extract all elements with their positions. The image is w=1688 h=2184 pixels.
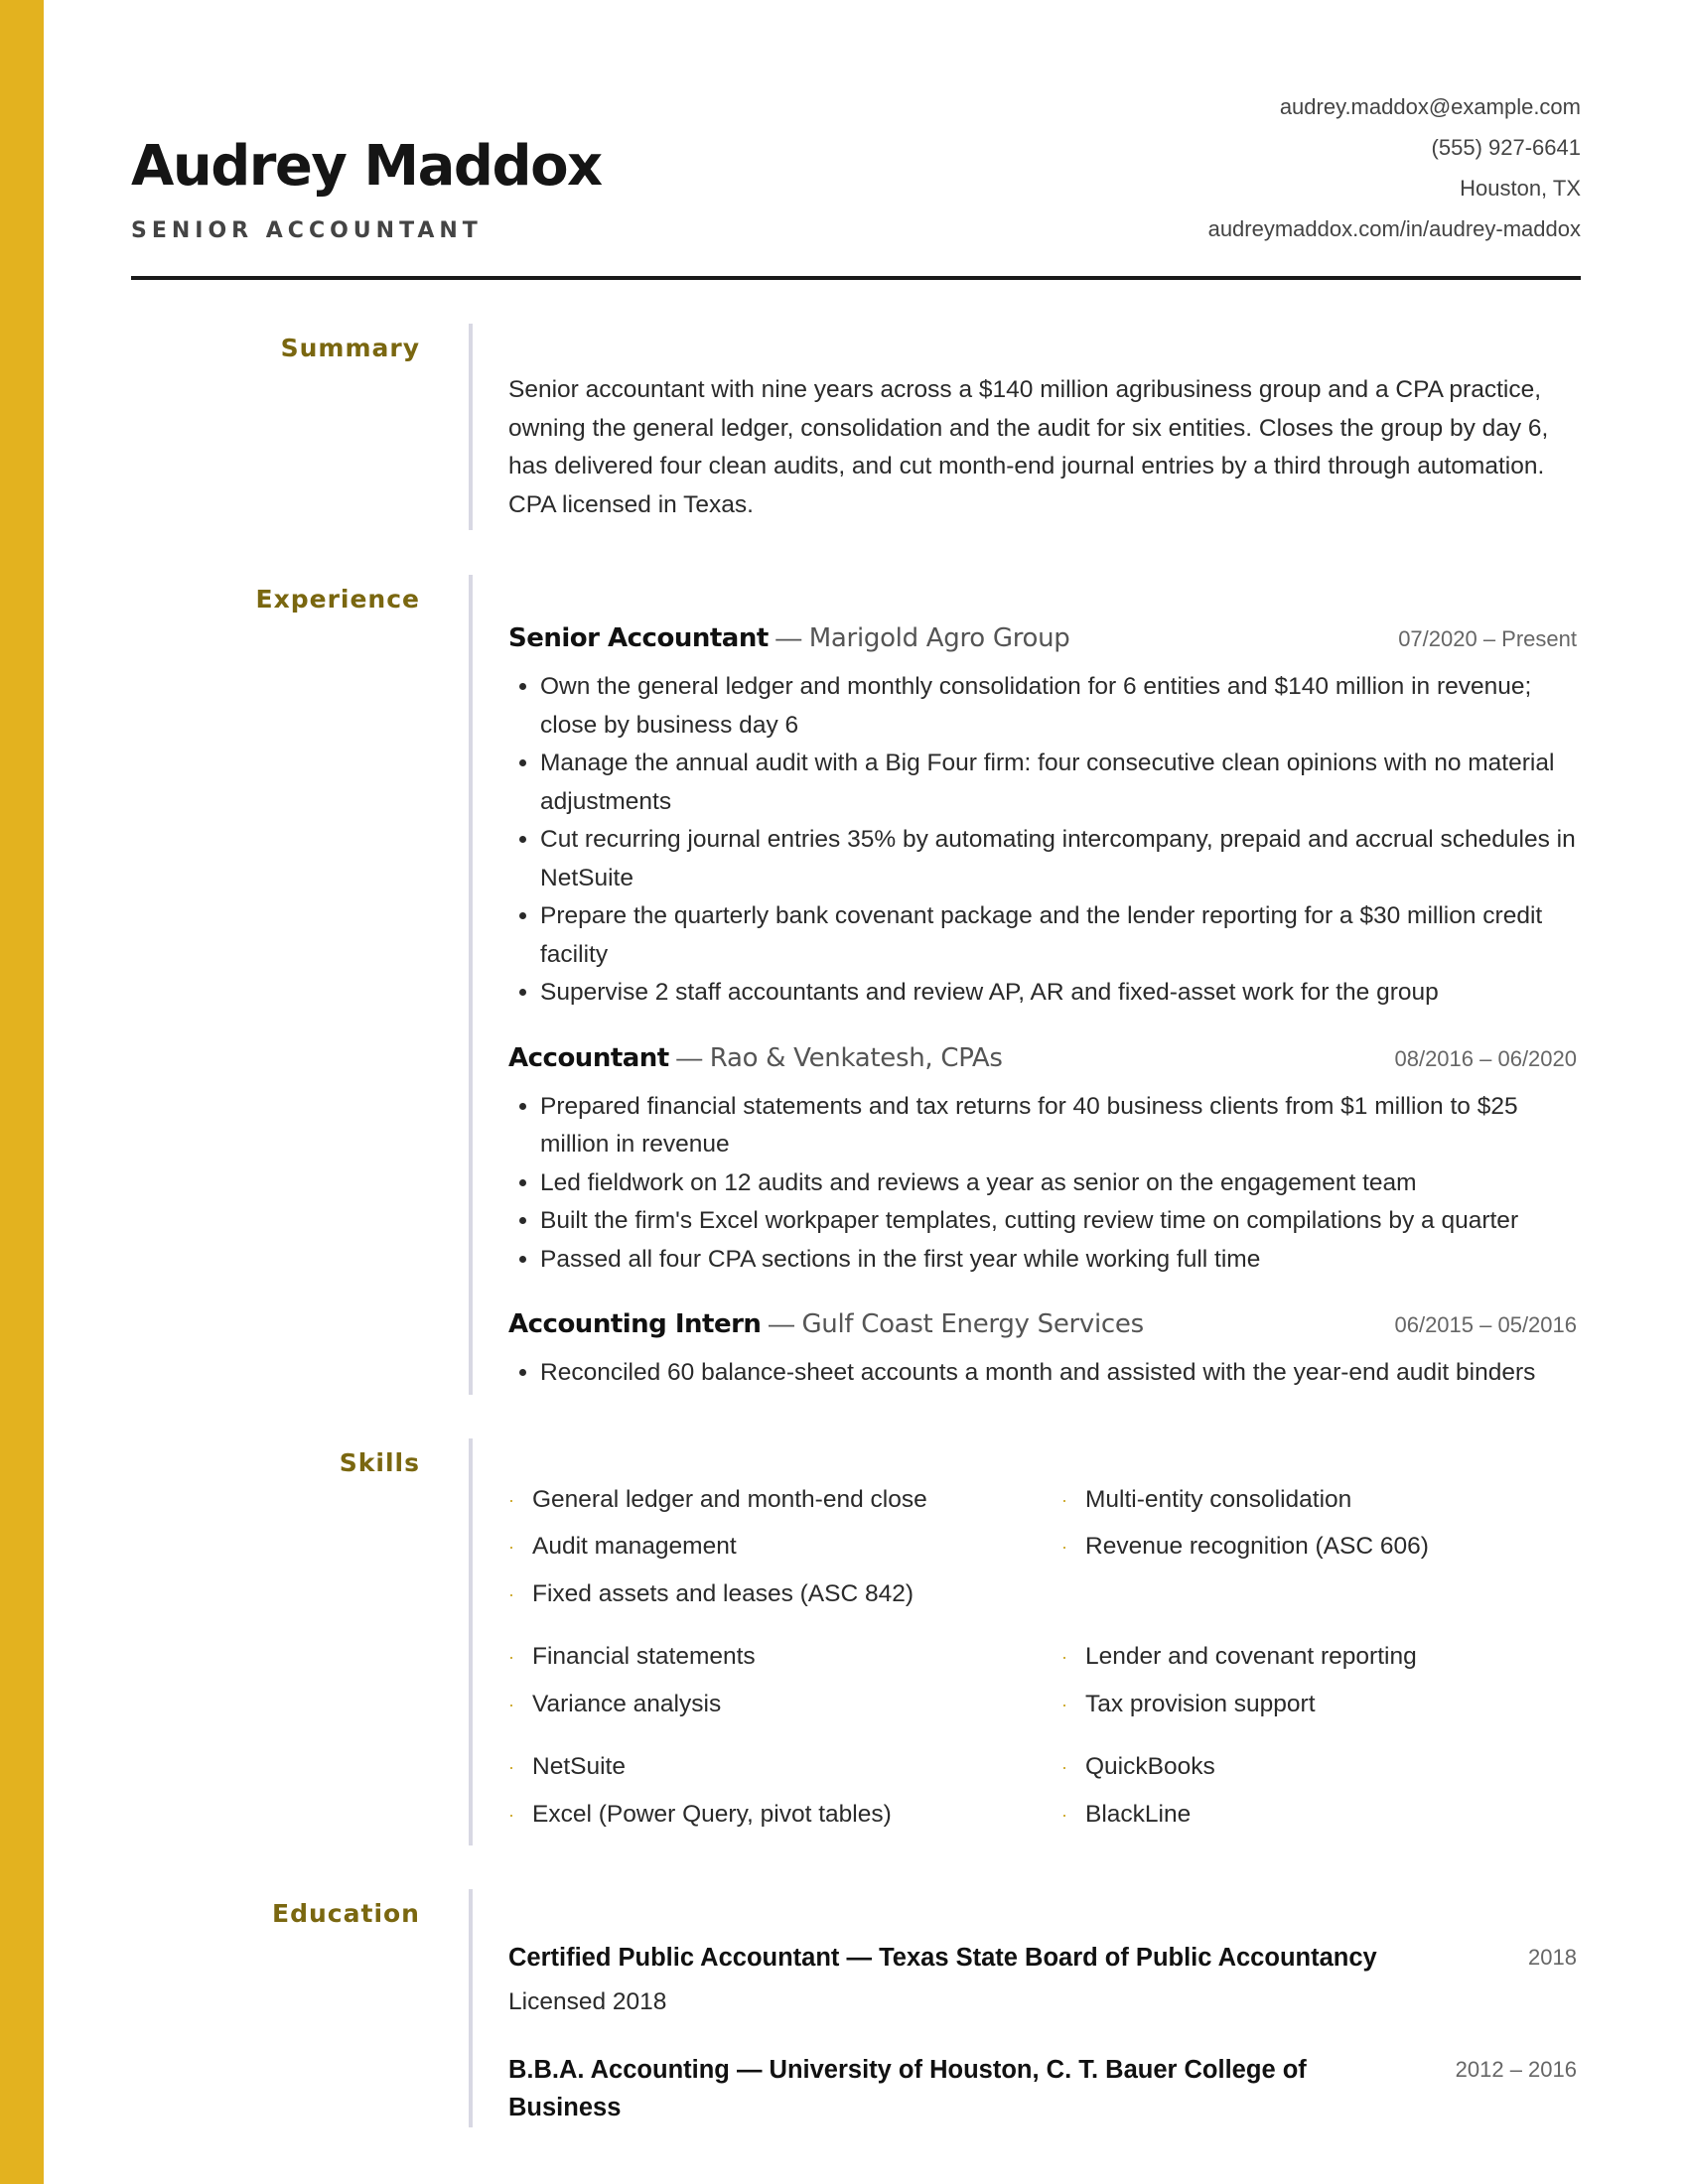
education-year: 2012 – 2016 bbox=[1455, 2056, 1577, 2082]
bullet-dot-icon: · bbox=[1061, 1647, 1067, 1667]
bullet-dot-icon: · bbox=[1061, 1694, 1067, 1714]
job-role-line bbox=[508, 1308, 1144, 1339]
job-bullets bbox=[508, 668, 1577, 1013]
education-header bbox=[508, 1939, 1577, 1978]
bullet-dot-icon: · bbox=[508, 1804, 514, 1825]
job-bullet: • Prepare the quarterly bank covenant package and the lender reporting for a $30 million credit facility bbox=[540, 897, 1577, 974]
skills-body bbox=[469, 1438, 1577, 1846]
summary-body bbox=[469, 324, 1577, 530]
skill-label: Revenue recognition (ASC 606) bbox=[1085, 1533, 1429, 1560]
skill-item bbox=[508, 1689, 1061, 1736]
job-separator: — bbox=[768, 1308, 794, 1338]
skill-item bbox=[1061, 1641, 1578, 1689]
job-role-line bbox=[508, 1042, 1003, 1073]
job-company: Marigold Agro Group bbox=[808, 623, 1070, 653]
section-heading-education: Education bbox=[272, 1899, 420, 1928]
skill-label: NetSuite bbox=[532, 1753, 626, 1780]
contact-website[interactable]: audreymaddox.com/in/audrey-maddox bbox=[1207, 216, 1581, 241]
contact-phone[interactable]: (555) 927-6641 bbox=[1431, 135, 1581, 160]
job-bullet: • Manage the annual audit with a Big Four firm: four consecutive clean opinions with no material adjustments bbox=[540, 745, 1577, 821]
resume-page bbox=[131, 0, 1581, 2127]
summary-section bbox=[131, 324, 1581, 530]
job-bullet: • Own the general ledger and monthly consolidation for 6 entities and $140 million in revenue; close by business day 6 bbox=[540, 668, 1577, 745]
summary-text: Senior accountant with nine years across a $140 million agribusiness group and a CPA practice, owning the general ledger, consolidation and the audit for six entities. Closes the group by day 6, has delivered four clean audits, and cut month-end journal entries by a third through automation. CPA licensed in Texas. bbox=[508, 376, 1549, 518]
bullet-dot-icon: · bbox=[1061, 1537, 1067, 1557]
skill-label: Lender and covenant reporting bbox=[1085, 1643, 1417, 1670]
education-note: Licensed 2018 bbox=[508, 1987, 667, 2015]
skill-group bbox=[508, 1641, 1577, 1735]
skill-item bbox=[508, 1484, 1061, 1532]
contact-location: Houston, TX bbox=[1460, 176, 1581, 201]
education-header bbox=[508, 2051, 1577, 2127]
experience-body bbox=[469, 575, 1577, 1395]
section-heading-experience: Experience bbox=[255, 585, 420, 614]
skill-item bbox=[1061, 1689, 1578, 1736]
skill-label: Excel (Power Query, pivot tables) bbox=[532, 1800, 892, 1828]
skill-group bbox=[508, 1751, 1577, 1845]
job-bullet: • Built the firm's Excel workpaper templates, cutting review time on compilations by a quarter bbox=[540, 1202, 1577, 1241]
job-dates: 06/2015 – 05/2016 bbox=[1394, 1312, 1577, 1337]
job-title: Accountant bbox=[508, 1042, 669, 1073]
skill-item bbox=[508, 1578, 1061, 1626]
section-heading-summary: Summary bbox=[280, 334, 420, 362]
bullet-dot-icon: · bbox=[508, 1757, 514, 1777]
skill-label: BlackLine bbox=[1085, 1800, 1192, 1828]
bullet-dot-icon: · bbox=[508, 1694, 514, 1714]
job-entry bbox=[508, 1042, 1577, 1280]
job-dates: 08/2016 – 06/2020 bbox=[1394, 1045, 1577, 1071]
skill-item bbox=[508, 1531, 1061, 1578]
skill-group bbox=[508, 1484, 1577, 1626]
skill-label: Financial statements bbox=[532, 1643, 756, 1670]
job-header bbox=[508, 1042, 1577, 1080]
job-entry bbox=[508, 622, 1577, 1013]
job-bullet: • Passed all four CPA sections in the first year while working full time bbox=[540, 1241, 1577, 1280]
contact-block bbox=[1208, 89, 1581, 252]
education-entry bbox=[508, 1939, 1577, 2021]
job-bullet: • Cut recurring journal entries 35% by automating intercompany, prepaid and accrual schedules in NetSuite bbox=[540, 821, 1577, 897]
bullet-dot-icon: · bbox=[1061, 1757, 1067, 1777]
job-header bbox=[508, 1308, 1577, 1346]
skill-item bbox=[508, 1751, 1061, 1799]
section-heading-skills: Skills bbox=[339, 1447, 420, 1477]
resume-header bbox=[131, 0, 1581, 280]
job-separator: — bbox=[676, 1041, 703, 1072]
job-bullet: • Supervise 2 staff accountants and review AP, AR and fixed-asset work for the group bbox=[540, 974, 1577, 1013]
education-title: Certified Public Accountant — Texas State Board of Public Accountancy bbox=[508, 1944, 1377, 1972]
candidate-title: SENIOR ACCOUNTANT bbox=[131, 218, 483, 243]
skill-label: General ledger and month-end close bbox=[532, 1485, 927, 1513]
contact-email[interactable]: audrey.maddox@example.com bbox=[1279, 94, 1581, 119]
skill-label: Multi-entity consolidation bbox=[1085, 1485, 1352, 1513]
skill-label: QuickBooks bbox=[1085, 1753, 1215, 1780]
accent-bar bbox=[0, 0, 44, 2184]
skill-item bbox=[508, 1641, 1061, 1689]
bullet-dot-icon: · bbox=[1061, 1804, 1067, 1825]
job-dates: 07/2020 – Present bbox=[1398, 626, 1577, 651]
job-role-line bbox=[508, 622, 1070, 653]
candidate-name: Audrey Maddox bbox=[131, 134, 602, 199]
skill-label: Variance analysis bbox=[532, 1690, 722, 1717]
job-company: Gulf Coast Energy Services bbox=[801, 1309, 1144, 1339]
skill-item bbox=[1061, 1799, 1578, 1846]
education-title: B.B.A. Accounting — University of Houston, C. T. Bauer College of Business bbox=[508, 2055, 1307, 2121]
job-header bbox=[508, 622, 1577, 660]
bullet-dot-icon: · bbox=[1061, 1489, 1067, 1510]
skill-item bbox=[1061, 1751, 1578, 1799]
education-section bbox=[131, 1889, 1581, 2127]
bullet-dot-icon: · bbox=[508, 1583, 514, 1604]
skill-label: Audit management bbox=[532, 1533, 737, 1560]
skill-item bbox=[1061, 1484, 1578, 1532]
bullet-dot-icon: · bbox=[508, 1537, 514, 1557]
skills-section bbox=[131, 1438, 1581, 1846]
education-year: 2018 bbox=[1528, 1945, 1577, 1970]
job-bullets bbox=[508, 1354, 1577, 1393]
education-body bbox=[469, 1889, 1577, 2127]
job-bullets bbox=[508, 1088, 1577, 1280]
bullet-dot-icon: · bbox=[508, 1647, 514, 1667]
skill-label: Fixed assets and leases (ASC 842) bbox=[532, 1579, 914, 1607]
job-bullet: • Led fieldwork on 12 audits and reviews a year as senior on the engagement team bbox=[540, 1164, 1577, 1203]
education-entry bbox=[508, 2051, 1577, 2127]
job-entry bbox=[508, 1308, 1577, 1393]
experience-section bbox=[131, 575, 1581, 1395]
job-bullet: • Reconciled 60 balance-sheet accounts a month and assisted with the year-end audit binders bbox=[540, 1354, 1577, 1393]
job-separator: — bbox=[775, 622, 802, 652]
job-company: Rao & Venkatesh, CPAs bbox=[709, 1042, 1003, 1073]
job-title: Accounting Intern bbox=[508, 1309, 762, 1339]
bullet-dot-icon: · bbox=[508, 1489, 514, 1510]
job-bullet: • Prepared financial statements and tax returns for 40 business clients from $1 million to $25 million in revenue bbox=[540, 1088, 1577, 1164]
job-title: Senior Accountant bbox=[508, 623, 769, 653]
skill-item bbox=[508, 1799, 1061, 1846]
skill-label: Tax provision support bbox=[1085, 1690, 1316, 1717]
skill-item bbox=[1061, 1531, 1578, 1578]
